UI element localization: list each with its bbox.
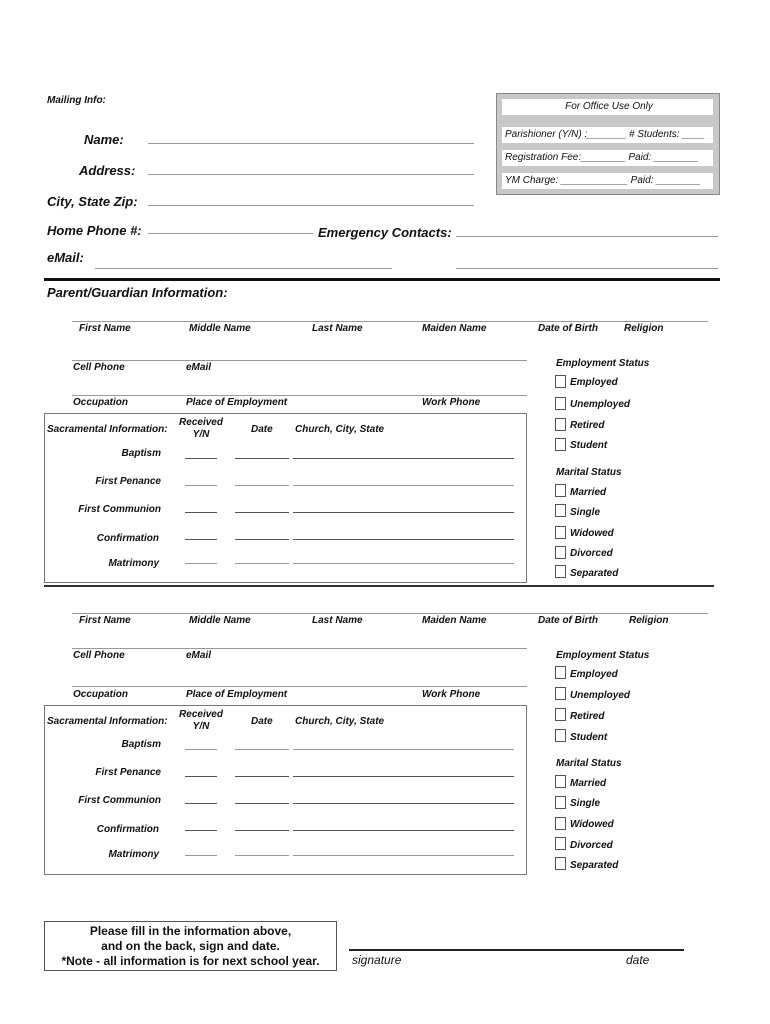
baptism-received[interactable]: [185, 458, 217, 459]
employed-checkbox[interactable]: [555, 375, 566, 388]
place-of-employment-header: Place of Employment: [186, 689, 288, 700]
email-header: eMail: [186, 650, 212, 661]
sacramental-header: Sacramental Information:: [47, 424, 168, 435]
unemployed-label: Unemployed: [570, 690, 631, 701]
confirmation-date[interactable]: [235, 539, 289, 540]
section-divider: [44, 278, 720, 281]
confirmation-received[interactable]: [185, 539, 217, 540]
instructions-line-2: and on the back, sign and date.: [101, 939, 280, 953]
penance-church[interactable]: [293, 776, 514, 777]
received-header: Received: [179, 709, 223, 720]
divorced-checkbox[interactable]: [555, 837, 566, 850]
student-label: Student: [570, 440, 608, 451]
separated-checkbox[interactable]: [555, 857, 566, 870]
single-checkbox[interactable]: [555, 504, 566, 517]
work-phone-header: Work Phone: [422, 397, 481, 408]
first-name-header: First Name: [79, 615, 131, 626]
sacrament-confirmation: Confirmation: [96, 533, 159, 544]
church-header: Church, City, State: [295, 716, 385, 727]
religion-header: Religion: [624, 323, 664, 334]
parent-divider: [44, 585, 714, 587]
widowed-checkbox[interactable]: [555, 817, 566, 830]
single-label: Single: [570, 507, 601, 518]
home-phone-field[interactable]: [148, 233, 313, 234]
sacrament-first-communion: First Communion: [78, 795, 161, 806]
address-field[interactable]: [148, 174, 474, 175]
work-phone-header: Work Phone: [422, 689, 481, 700]
communion-church[interactable]: [293, 803, 514, 804]
student-checkbox[interactable]: [555, 729, 566, 742]
confirmation-received[interactable]: [185, 830, 217, 831]
city-state-zip-field[interactable]: [148, 205, 474, 206]
office-title: For Office Use Only: [502, 99, 713, 115]
occupation-header: Occupation: [73, 397, 129, 408]
employed-label: Employed: [570, 669, 618, 680]
married-label: Married: [570, 778, 607, 789]
separated-label: Separated: [570, 568, 619, 579]
retired-label: Retired: [570, 711, 605, 722]
received-header: Received: [179, 417, 223, 428]
religion-header: Religion: [629, 615, 669, 626]
communion-date[interactable]: [235, 512, 289, 513]
sacrament-matrimony: Matrimony: [108, 849, 159, 860]
office-ym-row[interactable]: YM Charge: ____________ Paid: ________: [502, 173, 713, 189]
sacrament-first-penance: First Penance: [95, 476, 161, 487]
cell-phone-header: Cell Phone: [73, 650, 125, 661]
email-label: eMail:: [47, 250, 84, 265]
divorced-label: Divorced: [570, 840, 613, 851]
sacrament-baptism: Baptism: [121, 448, 161, 459]
emergency-contact-field-1[interactable]: [456, 236, 718, 237]
baptism-date[interactable]: [235, 458, 289, 459]
separated-label: Separated: [570, 860, 619, 871]
email-field[interactable]: [95, 268, 392, 269]
place-of-employment-header: Place of Employment: [186, 397, 288, 408]
home-phone-label: Home Phone #:: [47, 223, 142, 238]
penance-date[interactable]: [235, 776, 289, 777]
office-parishioner-row[interactable]: Parishioner (Y/N) :_______ # Students: ____: [502, 127, 713, 143]
sacrament-first-penance: First Penance: [95, 767, 161, 778]
first-name-header: First Name: [79, 323, 131, 334]
city-state-zip-label: City, State Zip:: [47, 194, 138, 209]
student-checkbox[interactable]: [555, 438, 566, 451]
cell-phone-header: Cell Phone: [73, 362, 125, 373]
section-title: Parent/Guardian Information:: [47, 285, 228, 300]
unemployed-checkbox[interactable]: [555, 397, 566, 410]
occupation-row-line[interactable]: [72, 395, 527, 396]
communion-date[interactable]: [235, 803, 289, 804]
emergency-contact-field-2[interactable]: [456, 268, 718, 269]
name-field[interactable]: [148, 143, 474, 144]
employment-status-title: Employment Status: [556, 358, 650, 369]
date-label: date: [626, 953, 650, 967]
office-registration-row[interactable]: Registration Fee:________ Paid: ________: [502, 150, 713, 166]
communion-church[interactable]: [293, 512, 514, 513]
address-label: Address:: [79, 163, 136, 178]
signature-label: signature: [352, 953, 402, 967]
sacrament-first-communion: First Communion: [78, 504, 161, 515]
yn-header: Y/N: [192, 721, 210, 732]
baptism-church[interactable]: [293, 458, 514, 459]
instructions-box: [44, 921, 337, 971]
last-name-header: Last Name: [312, 615, 363, 626]
student-label: Student: [570, 732, 608, 743]
middle-name-header: Middle Name: [189, 323, 251, 334]
penance-date[interactable]: [235, 485, 289, 486]
name-label: Name:: [84, 132, 124, 147]
unemployed-label: Unemployed: [570, 399, 631, 410]
sacrament-baptism: Baptism: [121, 739, 161, 750]
matrimony-date[interactable]: [235, 563, 289, 564]
retired-checkbox[interactable]: [555, 418, 566, 431]
divorced-checkbox[interactable]: [555, 546, 566, 559]
emergency-contacts-label: Emergency Contacts:: [318, 225, 452, 240]
matrimony-received[interactable]: [185, 563, 217, 564]
divorced-label: Divorced: [570, 548, 613, 559]
confirmation-church[interactable]: [293, 539, 514, 540]
maiden-name-header: Maiden Name: [422, 615, 487, 626]
baptism-church[interactable]: [293, 749, 514, 750]
widowed-label: Widowed: [570, 819, 614, 830]
sacrament-confirmation: Confirmation: [96, 824, 159, 835]
name-row-line[interactable]: [72, 613, 708, 614]
middle-name-header: Middle Name: [189, 615, 251, 626]
matrimony-church[interactable]: [293, 855, 514, 856]
retired-checkbox[interactable]: [555, 708, 566, 721]
dob-header: Date of Birth: [538, 615, 598, 626]
contact-row-line[interactable]: [72, 360, 527, 361]
married-label: Married: [570, 487, 607, 498]
married-checkbox[interactable]: [555, 484, 566, 497]
confirmation-date[interactable]: [235, 830, 289, 831]
yn-header: Y/N: [192, 429, 210, 440]
penance-received[interactable]: [185, 485, 217, 486]
mailing-info-label: Mailing Info:: [47, 95, 106, 106]
single-label: Single: [570, 798, 601, 809]
marital-status-title: Marital Status: [556, 467, 622, 478]
occupation-row-line[interactable]: [72, 686, 527, 687]
signature-line[interactable]: [349, 949, 684, 951]
communion-received[interactable]: [185, 803, 217, 804]
matrimony-date[interactable]: [235, 855, 289, 856]
penance-church[interactable]: [293, 485, 514, 486]
widowed-label: Widowed: [570, 528, 614, 539]
unemployed-checkbox[interactable]: [555, 687, 566, 700]
married-checkbox[interactable]: [555, 775, 566, 788]
confirmation-church[interactable]: [293, 830, 514, 831]
last-name-header: Last Name: [312, 323, 363, 334]
employment-status-title: Employment Status: [556, 650, 650, 661]
sacramental-header: Sacramental Information:: [47, 716, 168, 727]
dob-header: Date of Birth: [538, 323, 598, 334]
matrimony-church[interactable]: [293, 563, 514, 564]
marital-status-title: Marital Status: [556, 758, 622, 769]
date-header: Date: [251, 424, 273, 435]
matrimony-received[interactable]: [185, 855, 217, 856]
occupation-header: Occupation: [73, 689, 129, 700]
employed-checkbox[interactable]: [555, 666, 566, 679]
date-header: Date: [251, 716, 273, 727]
baptism-date[interactable]: [235, 749, 289, 750]
sacrament-matrimony: Matrimony: [108, 558, 159, 569]
communion-received[interactable]: [185, 512, 217, 513]
instructions-line-3: *Note - all information is for next school year.: [61, 954, 320, 968]
email-header: eMail: [186, 362, 212, 373]
instructions-line-1: Please fill in the information above,: [89, 924, 292, 938]
single-checkbox[interactable]: [555, 796, 566, 809]
separated-checkbox[interactable]: [555, 565, 566, 578]
church-header: Church, City, State: [295, 424, 385, 435]
penance-received[interactable]: [185, 776, 217, 777]
employed-label: Employed: [570, 377, 618, 388]
retired-label: Retired: [570, 420, 605, 431]
baptism-received[interactable]: [185, 749, 217, 750]
contact-row-line[interactable]: [72, 648, 527, 649]
widowed-checkbox[interactable]: [555, 526, 566, 539]
office-use-box: [496, 93, 720, 195]
name-row-line[interactable]: [72, 321, 708, 322]
maiden-name-header: Maiden Name: [422, 323, 487, 334]
